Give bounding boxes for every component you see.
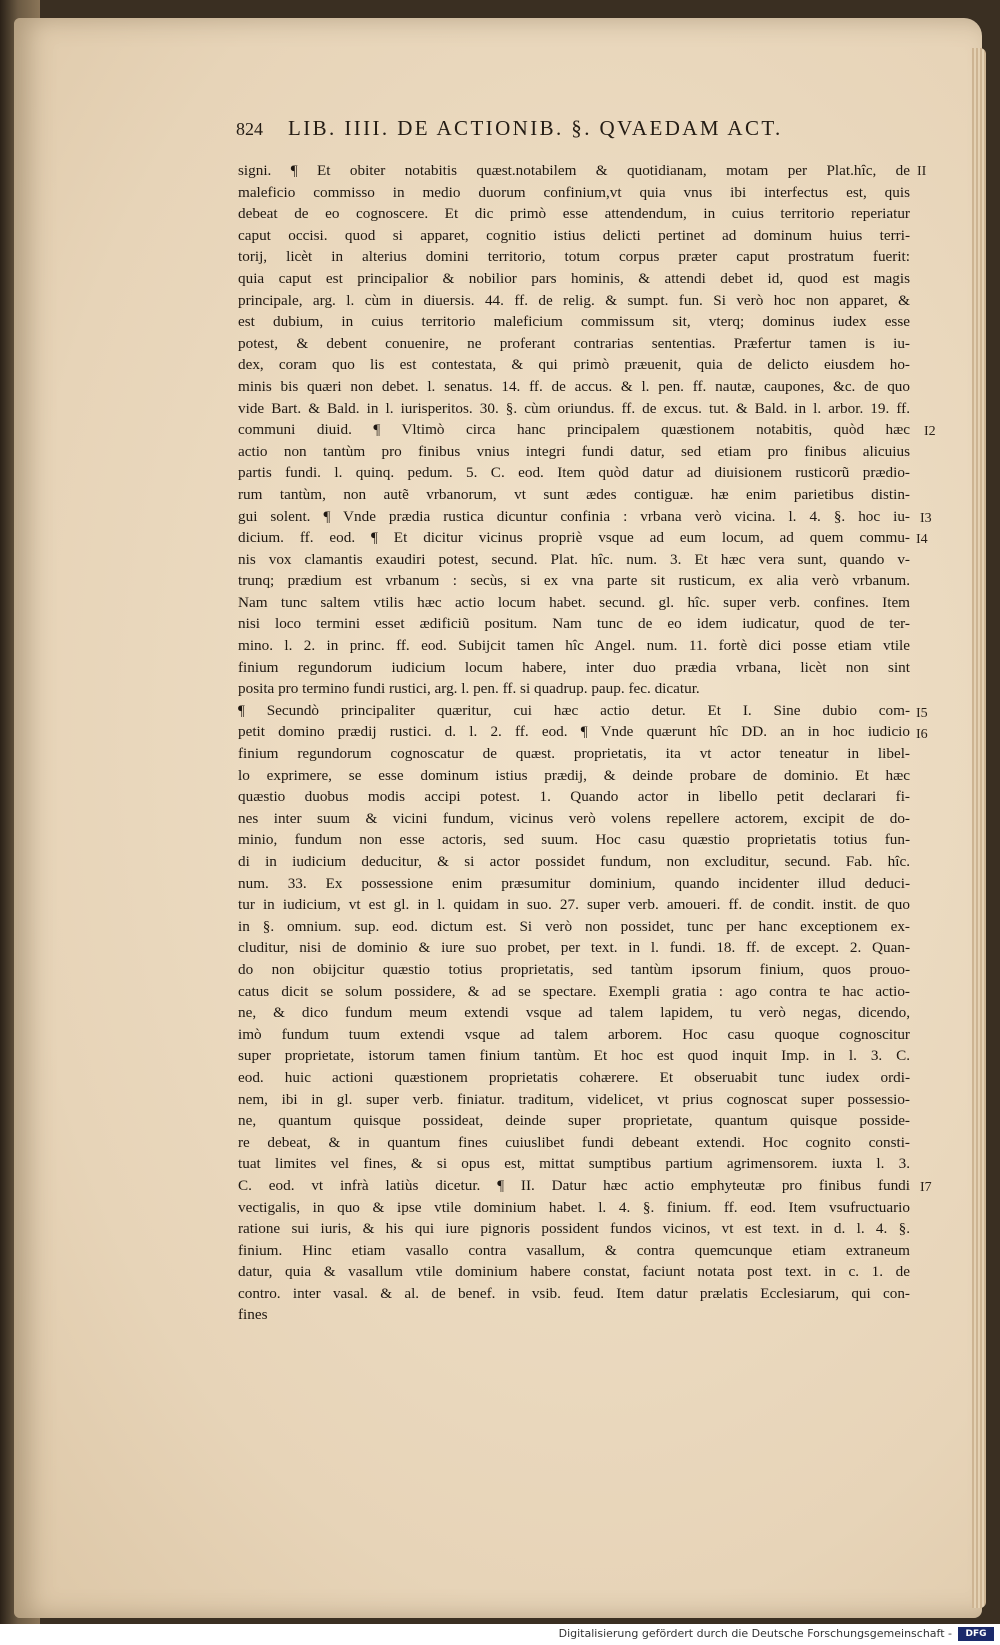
- text-line: in §. omnium. sup. eod. dictum est. Si verò non possidet, tunc per hanc exceptionem ex-: [238, 917, 910, 935]
- text-line: datur, quia & vasallum vtile dominium habere constat, faciunt notata post text. in c. 1. de: [238, 1263, 910, 1281]
- text-line: tur in iudicium, vt est gl. in l. quidam in suo. 27. super verb. amoueri. ff. de condit. instit. de quo: [238, 896, 910, 914]
- text-line: vectigalis, in quo & ipse vtile dominium habet. l. 4. §. finium. ff. eod. Item vsufructuario: [238, 1198, 910, 1216]
- text-line: potest, & debent conuenire, ne proferant contrarias sententias. Præfertur tamen is iu-: [238, 334, 910, 352]
- text-line: principale, arg. l. cùm in diuersis. 44. ff. de relig. & sumpt. fun. Si verò hoc non apparet, &: [238, 291, 910, 309]
- margin-number: I6: [916, 727, 928, 742]
- footer-credit: Digitalisierung gefördert durch die Deutsche Forschungsgemeinschaft -: [558, 1627, 952, 1640]
- text-line: signi. ¶ Et obiter notabitis quæst.notabilem & quotidianam, motam per Plat.hîc, de: [238, 162, 910, 179]
- text-line: torij, licèt in alterius domini territorio, totum corpus præter caput prostratum fuerit:: [238, 248, 910, 266]
- text-line: gui solent. ¶ Vnde prædia rustica dicuntur confinia : vrbana verò vicina. l. 4. §. hoc iu-: [238, 507, 910, 525]
- text-line: posita pro termino fundi rustici, arg. l. pen. ff. si quadrup. paup. fec. dicatur.: [238, 680, 700, 698]
- text-line: ne, quantum quisque possideat, deinde super proprietate, quantum quisque posside-: [238, 1112, 910, 1130]
- text-line: contro. inter vasal. & al. de benef. in vsib. feud. Item datur prælatis Ecclesiarum, qui con-: [238, 1284, 910, 1302]
- page-edge: [972, 48, 986, 1608]
- text-line: petit domino prædij rustici. d. l. 2. ff. eod. ¶ Vnde quærunt hîc DD. an in hoc iudicio: [238, 723, 910, 741]
- margin-number: I7: [920, 1180, 932, 1195]
- margin-number: II: [917, 164, 927, 179]
- text-line: num. 33. Ex possessione enim præsumitur dominium, quando incidenter illud deduci-: [238, 874, 910, 892]
- text-line: vide Bart. & Bald. in l. iurisperitos. 30. §. cùm oriundus. ff. de excus. tut. & Bald. in l. arbor. 19. ff.: [238, 399, 910, 417]
- text-line: partis fundi. l. quinq. pedum. 5. C. eod. Item quòd datur ad diuisionem rusticorũ prædio-: [238, 464, 910, 482]
- digitization-footer: [0, 1624, 1000, 1645]
- text-line: mino. l. 2. in princ. ff. eod. Subijcit tamen hîc Angel. num. 11. fortè dici posse etiam vtile: [238, 637, 910, 655]
- text-line: ratione sui iuris, & his qui iure pignoris possident fundos vicinos, vt est text. in d. l. 4. §.: [238, 1220, 910, 1238]
- text-line: minis bis quæri non debet. l. senatus. 14. ff. de accus. & l. pen. ff. nautæ, caupones, &c. de quo: [238, 377, 910, 395]
- margin-number: I4: [916, 532, 928, 547]
- text-line: communi diuid. ¶ Vltimò circa hanc principalem quæstionem notabitis, quòd hæc: [238, 421, 910, 439]
- text-line: dicium. ff. eod. ¶ Et dicitur vicinus propriè vsque ad eum locum, ad quem commu-: [238, 529, 910, 547]
- dfg-logo-icon: DFG: [958, 1627, 994, 1641]
- running-head: LIB. IIII. DE ACTIONIB. §. QVAEDAM ACT.: [288, 116, 783, 140]
- text-line: quia caput est principalior & nobilior pars hominis, & attendi debet id, quod est magis: [238, 269, 910, 287]
- text-line: re debeat, & in quantum fines cuiuslibet fundi debeant extendi. Hoc cognito consti-: [238, 1133, 910, 1151]
- text-line: actio non tantùm pro finibus vnius integri fundi datur, sed etiam pro finibus alicuius: [238, 442, 910, 460]
- text-line: ¶ Secundò principaliter quæritur, cui hæc actio detur. Et I. Sine dubio com-: [238, 701, 910, 719]
- text-line: super proprietate, istorum tamen finium tantùm. Et hoc est quod inquit Imp. in l. 3. C.: [238, 1047, 910, 1065]
- margin-number: I2: [924, 424, 936, 439]
- text-line: rum tantùm, non autẽ vrbanorum, vt sunt ædes contiguæ. hæ enim parietibus distin-: [238, 485, 910, 503]
- text-line: fines: [238, 1306, 268, 1324]
- text-line: est dubium, in cuius territorio maleficium commissum sit, vterq; dominus iudex esse: [238, 313, 910, 331]
- margin-number: I3: [920, 511, 932, 526]
- text-line: debeat de eo cognoscere. Et dic primò esse attendendum, in cuius territorio reperiatur: [238, 205, 910, 223]
- text-line: lo exprimere, se esse dominum istius prædij, & deinde probare de dominio. Et hæc: [238, 766, 910, 784]
- text-line: do non obijcitur quæstio totius proprietatis, sed tantùm ipsorum finium, quos prouo-: [238, 960, 910, 978]
- text-line: eod. huic actioni quæstionem proprietatis cohærere. Et obseruabit tunc iudex ordi-: [238, 1068, 910, 1086]
- page-header: [236, 116, 936, 141]
- text-line: trunq; prædium est vrbanum : secùs, si ex vna parte sit rusticum, ex alia verò vrbanum.: [238, 572, 910, 590]
- text-line: quæstio duobus modis accipi potest. 1. Quando actor in libello petit declarari fi-: [238, 788, 910, 806]
- folio-number: 824: [236, 119, 263, 139]
- text-line: finium regundorum iudicium locum habere, inter duo prædia vrbana, licèt non sint: [238, 658, 910, 676]
- text-line: tuat limites vel fines, & si opus est, mittat sumptibus partium agrimensorem. iuxta l. 3.: [238, 1155, 910, 1173]
- text-line: nes inter suum & vicini fundum, vicinus verò volens repellere actorem, excipit de do-: [238, 809, 910, 827]
- text-line: ne, & dico fundum meum extendi vsque ad talem lapidem, tu verò negas, dicendo,: [238, 1004, 910, 1022]
- text-line: di in iudicium deducitur, & si actor possidet fundum, non excluditur, secund. Fab. hîc.: [238, 853, 910, 870]
- text-line: caput occisi. quod si apparet, cognitio istius delicti pertinet ad dominum huius terri-: [238, 226, 910, 244]
- text-line: catus dicit se solum possidere, & ad se spectare. Exempli gratia : ago contra te hac actio-: [238, 982, 910, 1000]
- text-line: Nam tunc saltem vtilis hæc actio locum habet. secund. gl. hîc. super verb. confines. Item: [238, 593, 910, 611]
- text-line: maleficio commisso in medio duorum confinium,vt quia vnus ibi interfectus est, quis: [238, 183, 910, 201]
- text-line: cluditur, nisi de dominio & iure suo probet, per text. in l. fundi. 18. ff. de except. 2. Quan-: [238, 939, 910, 957]
- body-text: [238, 160, 910, 1326]
- text-line: minio, fundum non esse actoris, sed suum. Hoc casu quæstio proprietatis totius fun-: [238, 831, 910, 849]
- text-line: C. eod. vt infrà latiùs dicetur. ¶ II. Datur hæc actio emphyteutæ pro finibus fundi: [238, 1176, 910, 1194]
- margin-number: I5: [916, 706, 928, 721]
- text-line: nis vox clamantis exaudiri potest, secund. Plat. hîc. num. 3. Et hæc vera sunt, quando v-: [238, 550, 910, 568]
- text-line: finium. Hinc etiam vasallo contra vasallum, & contra quemcunque etiam extraneum: [238, 1241, 910, 1259]
- text-line: imò fundum tuum extendi vsque ad talem arborem. Hoc casu quoque cognoscitur: [238, 1025, 910, 1043]
- text-line: dex, coram quo lis est contestata, & qui primò præuenit, quia de delicto eiusdem ho-: [238, 356, 910, 374]
- text-line: nisi loco termini esset ædificiũ positum. Nam tunc de eo idem iudicatur, quod de ter-: [238, 615, 910, 633]
- text-line: finium regundorum cognoscatur de quæst. proprietatis, ita vt actor teneatur in libel-: [238, 745, 910, 763]
- text-line: nem, ibi in gl. super verb. finiatur. traditum, videlicet, vt prius cognoscat super possessio-: [238, 1090, 910, 1108]
